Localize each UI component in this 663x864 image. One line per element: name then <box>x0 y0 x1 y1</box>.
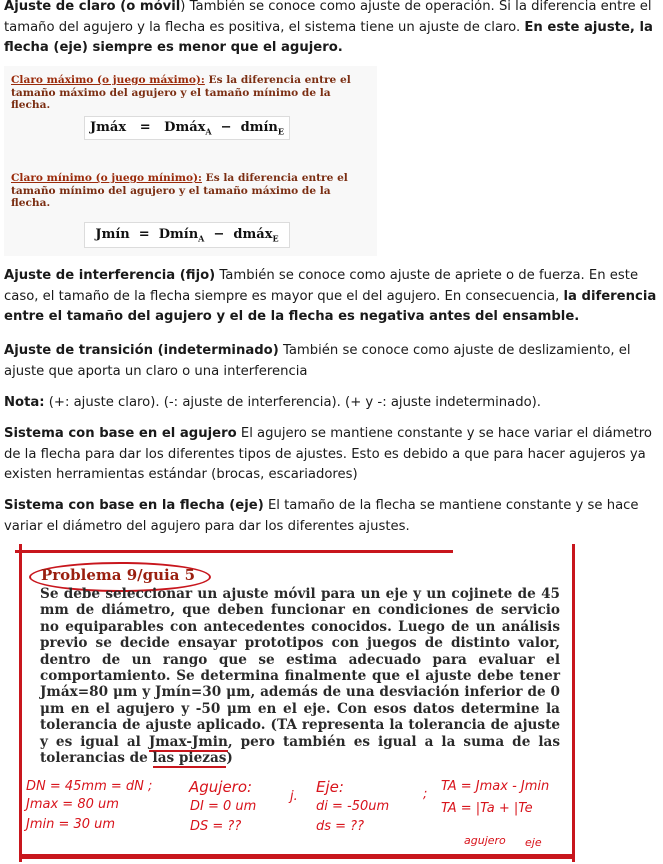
heading-ajuste-interferencia: Ajuste de interferencia (fijo) <box>4 268 216 283</box>
formula-jmax: Jmáx = Dmáx$_A$ − dmín$_E$ <box>84 116 290 140</box>
note-jmax: Jmax = 80 um <box>26 797 119 812</box>
note-ds-agujero: DS = ?? <box>190 819 242 834</box>
paragraph-ajuste-interferencia: Ajuste de interferencia (fijo) También se conoce como ajuste de apriete o de fuerza. En este caso, el tamaño de la flecha siempre es mayor que el del agujero. En consecuencia, la diferencia entre el tamaño del agujero y el de la flecha es negativa antes del ensamble. <box>4 268 657 324</box>
red-right-bar <box>572 544 575 862</box>
paragraph-ajuste-transicion: Ajuste de transición (indeterminado) También se conoce como ajuste de deslizamiento, el ajuste que aporta un claro o una interferencia <box>4 343 631 379</box>
note-ta-jmax-jmin: TA = Jmax - Jmin <box>441 779 550 794</box>
heading-nota: Nota: <box>4 395 45 410</box>
note-ta-sum: TA = |Ta + |Te <box>441 801 533 816</box>
red-left-bar <box>19 544 22 862</box>
formula-jmin: Jmín = Dmín$_A$ − dmáx$_E$ <box>84 222 290 248</box>
problem-image <box>13 544 580 862</box>
note-label-agujero: agujero <box>464 834 506 847</box>
heading-ajuste-transicion: Ajuste de transición (indeterminado) <box>4 343 279 358</box>
definitions-image <box>4 66 377 256</box>
red-top-bar <box>15 550 453 553</box>
note-separator-2: ; <box>423 787 428 802</box>
note-eje-heading: Eje: <box>316 778 344 796</box>
paragraph-nota: Nota: (+: ajuste claro). (-: ajuste de interferencia). (+ y -: ajuste indeterminado). <box>4 395 541 410</box>
problem-title: Problema 9/guia 5 <box>41 566 196 584</box>
note-di-eje: di = -50um <box>316 799 390 814</box>
note-di-agujero: DI = 0 um <box>190 799 257 814</box>
def-claro-maximo: Claro máximo (o juego máximo): Es la diferencia entre el tamaño máximo del agujero y el tamaño mínimo de la flecha. <box>11 74 351 111</box>
red-bottom-bar <box>19 854 575 859</box>
note-agujero-heading: Agujero: <box>189 778 253 796</box>
note-separator-1: j. <box>290 789 298 804</box>
def-claro-minimo: Claro mínimo (o juego mínimo): Es la diferencia entre el tamaño mínimo del agujero y el tamaño máximo de la flecha. <box>11 172 348 209</box>
heading-sistema-agujero: Sistema con base en el agujero <box>4 426 237 441</box>
problem-statement: Se debe seleccionar un ajuste móvil para un eje y un cojinete de 45 mm de diámetro, que deben funcionar en condiciones de servicio no equiparables con antecedentes conocidos. Luego de un análisis previo se decide ensayar prototipos con juegos de distinto valor, dentro de un rango que se estima adecuado para evaluar el comportamiento. Se determina finalmente que el ajuste debe tener Jmáx=80 μm y Jmín=30 μm, además de una desviación inferior de 0 μm en el agujero y -50 μm en el eje. Con esos datos determine la tolerancia de ajuste aplicado. (TA representa la tolerancia de ajuste y es igual al Jmax-Jmin, pero también es igual a la suma de las tolerancias de las piezas) <box>40 586 560 767</box>
paragraph-ajuste-claro: Ajuste de claro (o móvil) También se conoce como ajuste de operación. Si la diferencia entre el tamaño del agujero y la flecha es positiva, el sistema tiene un ajuste de claro. En este ajuste, la flecha (eje) siempre es menor que el agujero. <box>4 0 653 55</box>
note-dn: DN = 45mm = dN ; <box>26 779 153 794</box>
note-jmin: Jmin = 30 um <box>26 817 116 832</box>
paragraph-sistema-flecha: Sistema con base en la flecha (eje) El tamaño de la flecha se mantiene constante y se hace variar el diámetro del agujero para dar los diferentes ajustes. <box>4 498 639 534</box>
note-label-eje: eje <box>525 836 542 849</box>
paragraph-sistema-agujero: Sistema con base en el agujero El agujero se mantiene constante y se hace variar el diámetro de la flecha para dar los diferentes tipos de ajustes. Esto es debido a que para hacer agujeros ya existen herramientas estándar (brocas, escariadores) <box>4 426 652 482</box>
note-ds-eje: ds = ?? <box>316 819 364 834</box>
heading-sistema-flecha: Sistema con base en la flecha (eje) <box>4 498 264 513</box>
heading-ajuste-claro: Ajuste de claro (o móvil <box>4 0 181 14</box>
